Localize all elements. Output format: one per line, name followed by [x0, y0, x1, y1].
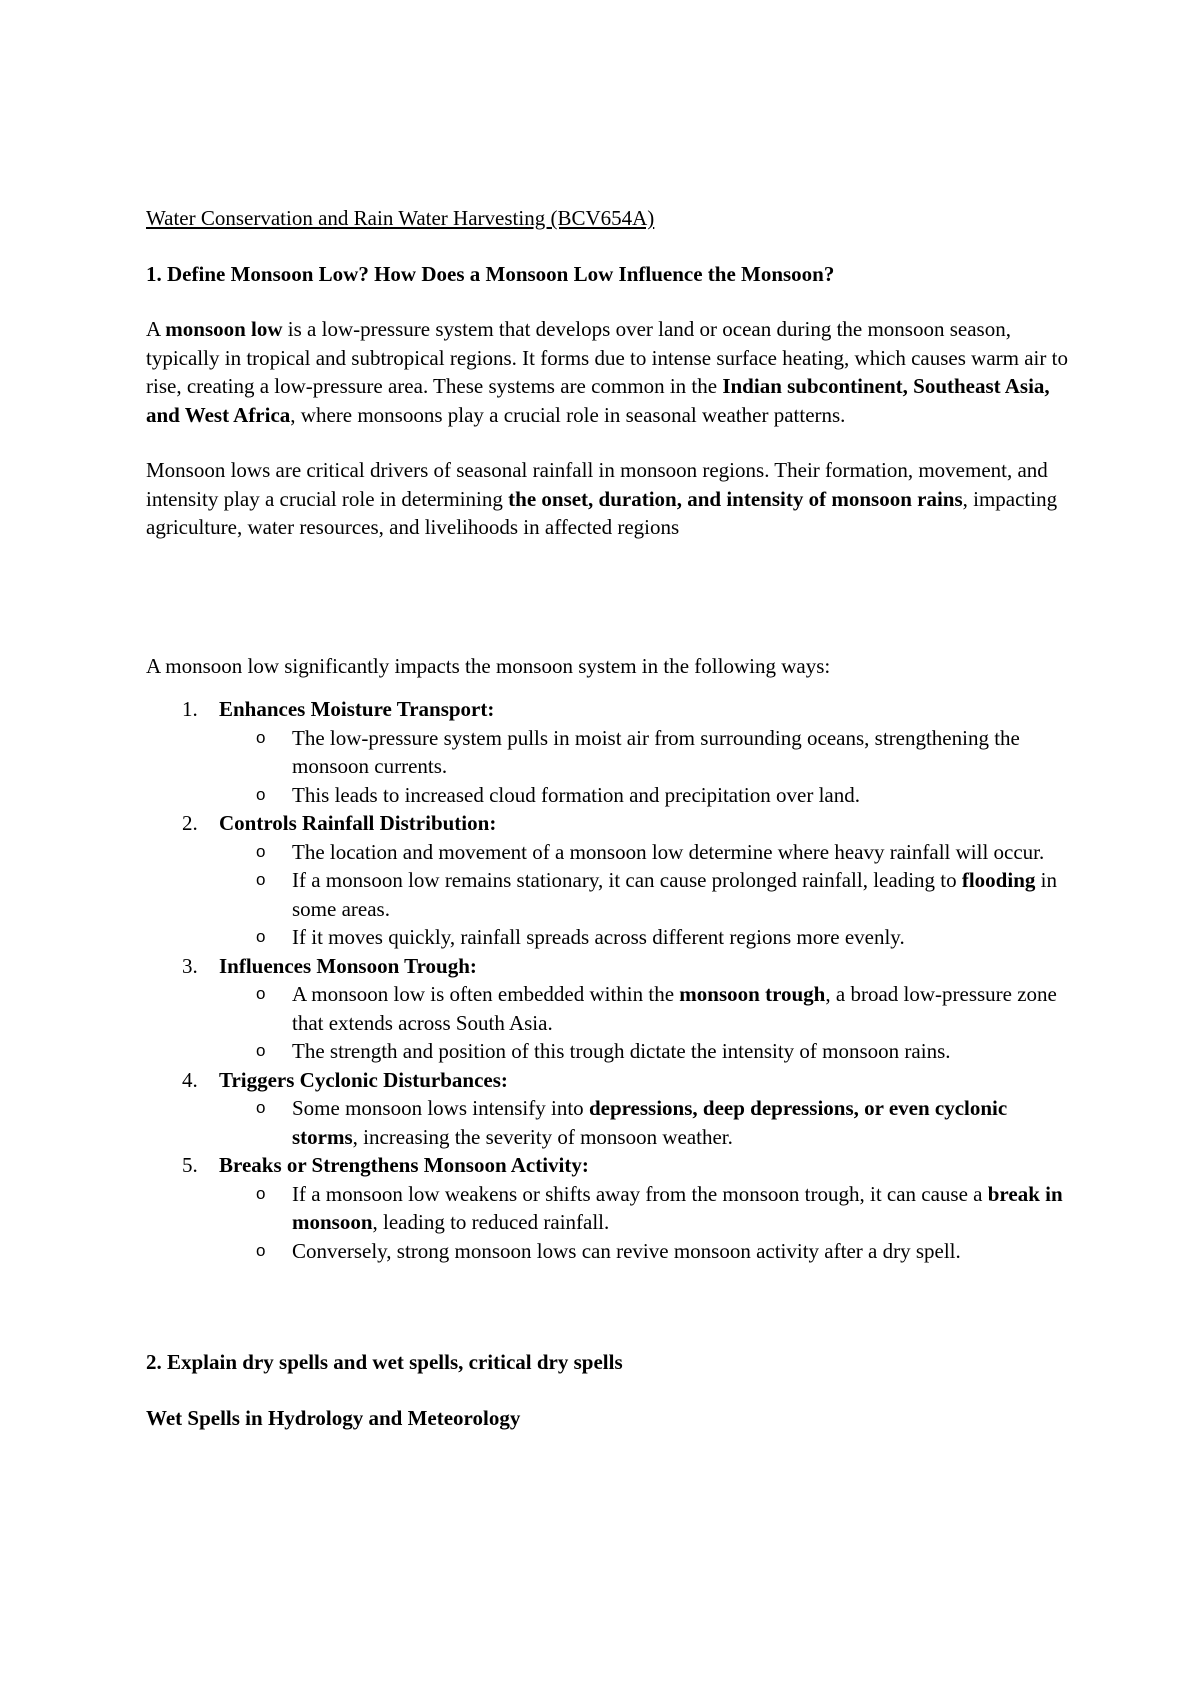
- text-run: , leading to reduced rainfall.: [372, 1210, 610, 1234]
- sub-list-item: [146, 838, 1076, 867]
- text-run: is a low-pressure system that develops over land or ocean during the monsoon season, typically in tropical and subtropical regions. It forms due to intense surface heating, which causes warm air to rise, creating a low-pressure area. These systems are common in the: [146, 317, 1068, 398]
- bullet-icon: o: [256, 984, 266, 1003]
- sub-list: [219, 838, 1076, 952]
- sub-list-item: [146, 980, 1076, 1037]
- sub-list-item: [146, 724, 1076, 781]
- bold-term: Indian subcontinent, Southeast Asia, and West Africa: [146, 374, 1050, 427]
- text-run: , where monsoons play a crucial role in seasonal weather patterns.: [290, 402, 846, 427]
- text-run: This leads to increased cloud formation and precipitation over land.: [292, 782, 860, 807]
- list-item: [146, 809, 1076, 952]
- list-item: [146, 1151, 1076, 1265]
- sub-list-item: [146, 1094, 1076, 1151]
- sub-list: [219, 980, 1076, 1066]
- list-number: 2.: [182, 811, 198, 835]
- question-1-heading: 1. Define Monsoon Low? How Does a Monsoon Low Influence the Monsoon?: [146, 261, 835, 286]
- text-run: A: [146, 317, 166, 341]
- impacts-list: [146, 695, 1076, 1265]
- text-run: A monsoon low is often embedded within the: [292, 982, 680, 1006]
- question-2-heading: 2. Explain dry spells and wet spells, critical dry spells: [146, 1350, 623, 1374]
- bold-term: depressions, deep depressions, or even cyclonic storms: [292, 1096, 1008, 1149]
- text-run: , impacting agriculture, water resources, and livelihoods in affected regions: [146, 486, 1058, 539]
- bold-term: monsoon trough: [679, 982, 826, 1006]
- text-run: , increasing the severity of monsoon weather.: [352, 1124, 733, 1149]
- sub-list-item: [146, 1237, 1076, 1266]
- text-run: The location and movement of a monsoon low determine where heavy rainfall will occur.: [292, 839, 1045, 864]
- text-run: in some areas.: [292, 868, 1057, 921]
- question-2-section: [146, 1348, 1076, 1432]
- sub-list-item: [146, 923, 1076, 952]
- list-number: 3.: [182, 953, 198, 978]
- document-title: Water Conservation and Rain Water Harvesting (BCV654A): [146, 206, 655, 230]
- list-item-title: Influences Monsoon Trough:: [219, 953, 477, 978]
- bullet-icon: o: [256, 784, 266, 804]
- sub-list: [219, 724, 1076, 810]
- bullet-icon: o: [256, 1183, 266, 1203]
- list-item: [146, 952, 1076, 1066]
- bullet-icon: o: [256, 841, 266, 861]
- list-item-title: Breaks or Strengthens Monsoon Activity:: [219, 1153, 589, 1177]
- text-run: Monsoon lows are critical drivers of seasonal rainfall in monsoon regions. Their formation, movement, and intensity play a crucial role in determining: [146, 458, 1048, 511]
- text-run: Conversely, strong monsoon lows can revive monsoon activity after a dry spell.: [292, 1238, 961, 1263]
- text-run: The strength and position of this trough dictate the intensity of monsoon rains.: [292, 1039, 951, 1063]
- text-run: , a broad low-pressure zone that extends across South Asia.: [292, 982, 1057, 1035]
- list-number: 4.: [182, 1067, 198, 1092]
- list-number: 5.: [182, 1153, 198, 1177]
- sub-list-item: [146, 866, 1076, 923]
- text-run: The low-pressure system pulls in moist air from surrounding oceans, strengthening the monsoon currents.: [292, 725, 1020, 778]
- bullet-icon: o: [256, 870, 266, 889]
- text-run: If a monsoon low remains stationary, it can cause prolonged rainfall, leading to: [292, 868, 962, 892]
- list-item-title: Triggers Cyclonic Disturbances:: [219, 1067, 508, 1092]
- sub-list-item: [146, 1037, 1076, 1066]
- list-item: [146, 695, 1076, 809]
- document-body: [146, 204, 1076, 1432]
- list-item-title: Controls Rainfall Distribution:: [219, 811, 497, 835]
- sub-list-item: [146, 1180, 1076, 1237]
- text-run: Some monsoon lows intensify into: [292, 1096, 589, 1120]
- sub-list-item: [146, 781, 1076, 810]
- monsoon-low-definition-paragraph: [146, 315, 1076, 429]
- monsoon-lows-drivers-paragraph: [146, 456, 1076, 542]
- sub-list: [219, 1180, 1076, 1266]
- bold-term: flooding: [961, 868, 1036, 892]
- bullet-icon: o: [256, 727, 266, 747]
- bullet-icon: o: [256, 1098, 266, 1117]
- list-item-title: Enhances Moisture Transport:: [219, 697, 495, 721]
- bold-term: monsoon low: [165, 317, 283, 341]
- impacts-intro-paragraph: A monsoon low significantly impacts the monsoon system in the following ways:: [146, 653, 831, 678]
- bullet-icon: o: [256, 1041, 266, 1060]
- bullet-icon: o: [256, 1240, 266, 1260]
- list-number: 1.: [182, 697, 198, 721]
- text-run: If a monsoon low weakens or shifts away from the monsoon trough, it can cause a: [292, 1181, 988, 1206]
- sub-list: [219, 1094, 1076, 1151]
- bullet-icon: o: [256, 927, 266, 946]
- wet-spells-subheading: Wet Spells in Hydrology and Meteorology: [146, 1405, 521, 1430]
- bold-term: break in monsoon: [292, 1181, 1063, 1234]
- text-run: If it moves quickly, rainfall spreads across different regions more evenly.: [292, 925, 905, 949]
- list-item: [146, 1066, 1076, 1152]
- bold-term: the onset, duration, and intensity of monsoon rains: [508, 486, 963, 511]
